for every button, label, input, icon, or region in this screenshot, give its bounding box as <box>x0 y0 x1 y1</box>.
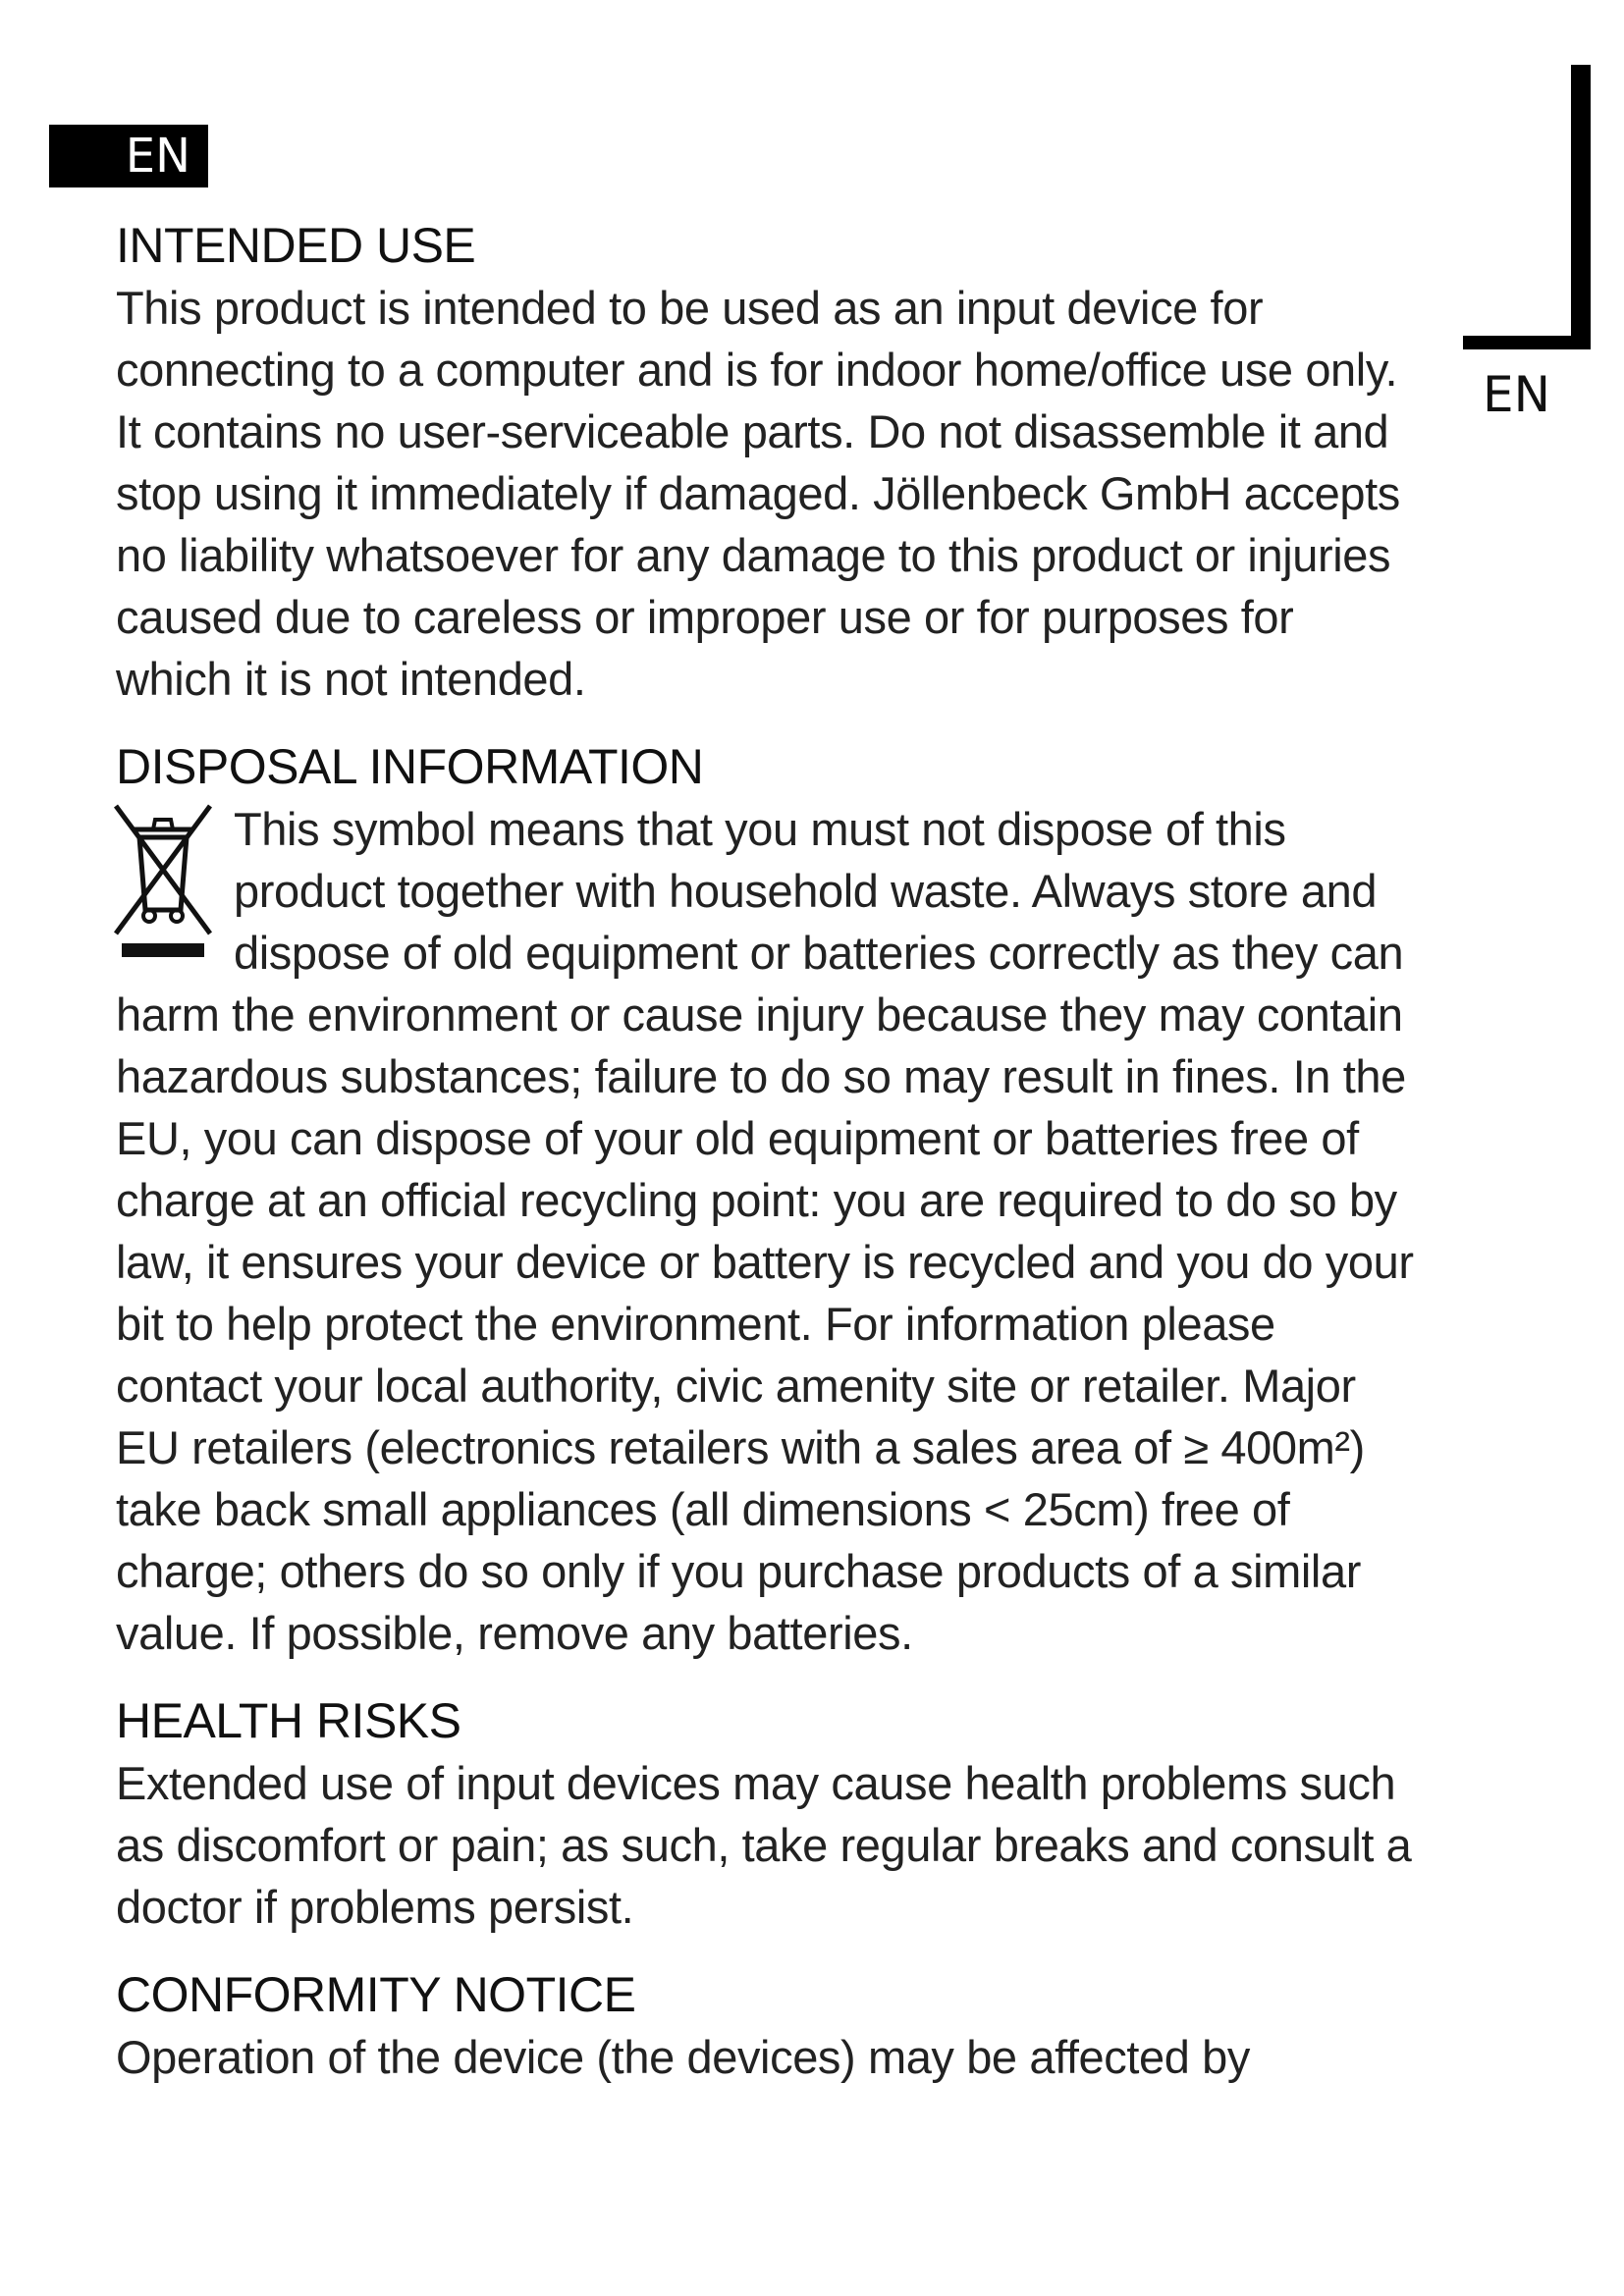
intended-use-text: This product is intended to be used as an input device for connecting to a computer and is for indoor home/office use only. It contains no user-serviceable parts. Do not disassemble it and stop using it immediately if damaged. Jöllenbeck GmbH accepts no liability whatsoever for any damage to this product or injuries caused due to careless or improper use or for purposes for which it is not intended. <box>116 282 1400 705</box>
language-badge: EN <box>49 125 208 187</box>
document-content <box>116 214 1422 2113</box>
conformity-text: Operation of the device (the devices) may be affected by <box>116 2031 1251 2083</box>
corner-crop-mark <box>1463 65 1591 349</box>
disposal-text: This symbol means that you must not dispose of this product together with household waste. Always store and dispose of old equipment or batteries correctly as they can harm the environment or cause injury because they may contain hazardous substances; failure to do so may result in fines. In the EU, you can dispose of your old equipment or batteries free of charge at an official recycling point: you are required to do so by law, it ensures your device or battery is recycled and you do your bit to help protect the environment. For information please contact your local authority, civic amenity site or retailer. Major EU retailers (electronics retailers with a sales area of ≥ 400m²) take back small appliances (all dimensions < 25cm) free of charge; others do so only if you purchase products of a similar value. If possible, remove any batteries. <box>116 803 1414 1659</box>
section-health-risks <box>116 1689 1422 1938</box>
health-risks-heading: HEALTH RISKS <box>116 1693 461 1748</box>
disposal-body <box>116 798 1422 1664</box>
side-language-label: EN <box>1483 366 1550 423</box>
conformity-heading: CONFORMITY NOTICE <box>116 1967 636 2022</box>
section-conformity <box>116 1963 1422 2088</box>
section-disposal <box>116 735 1422 1664</box>
disposal-heading: DISPOSAL INFORMATION <box>116 739 704 794</box>
intended-use-heading: INTENDED USE <box>116 218 476 273</box>
section-intended-use <box>116 214 1422 710</box>
corner-mark-vertical-bar <box>1571 65 1591 349</box>
weee-crossed-bin-icon <box>110 800 216 957</box>
health-risks-text: Extended use of input devices may cause health problems such as discomfort or pain; as such, take regular breaks and consult a doctor if problems persist. <box>116 1757 1412 1933</box>
corner-mark-horizontal-bar <box>1463 336 1591 349</box>
